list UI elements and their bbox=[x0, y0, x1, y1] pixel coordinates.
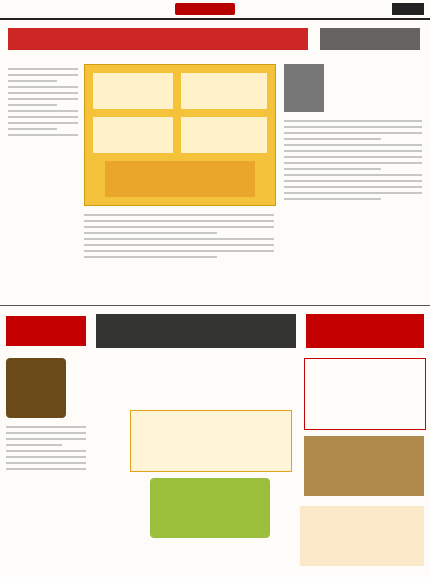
ad-price-table bbox=[304, 358, 426, 430]
ad-contact-box bbox=[300, 506, 424, 566]
ad-text-left bbox=[6, 426, 86, 566]
right-article bbox=[284, 120, 422, 300]
author-photo bbox=[284, 64, 324, 112]
ad-product-image bbox=[6, 358, 66, 418]
headline-bar bbox=[0, 22, 430, 58]
ad-special-box bbox=[130, 410, 292, 472]
ad-headline-left bbox=[6, 316, 86, 346]
ad-headline-right bbox=[306, 314, 424, 348]
page-number-mark bbox=[392, 3, 424, 15]
ad-headline-center bbox=[96, 314, 296, 348]
page-header bbox=[0, 0, 430, 20]
center-article bbox=[84, 214, 274, 304]
ad-cordyceps-image bbox=[304, 436, 424, 496]
ad-product-photo bbox=[150, 478, 270, 538]
left-column-text bbox=[8, 68, 78, 288]
advertisement bbox=[0, 310, 430, 577]
header-logo bbox=[175, 3, 235, 15]
infographic bbox=[84, 64, 276, 206]
